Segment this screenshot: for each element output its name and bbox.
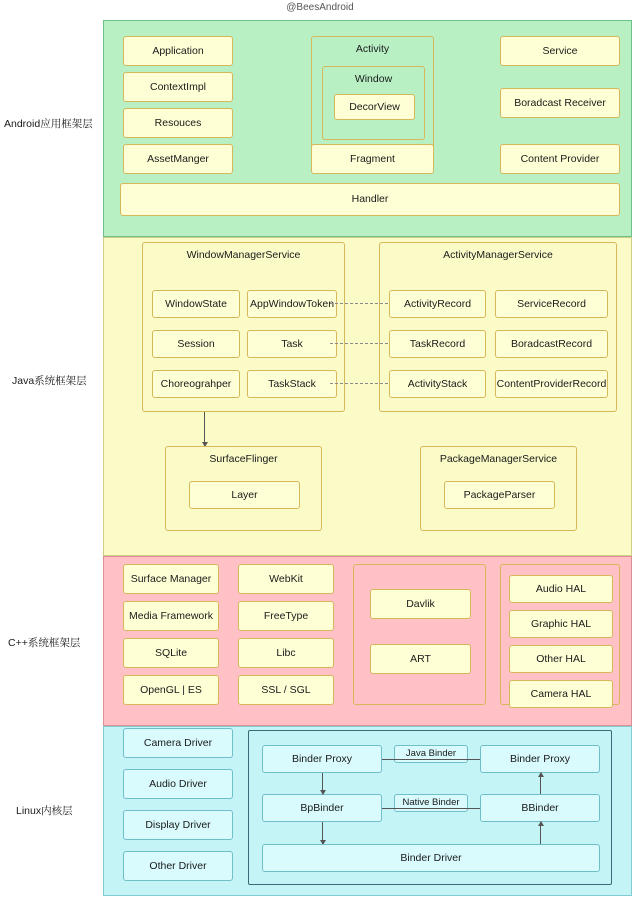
box-sqlite[interactable]: SQLite	[123, 638, 219, 668]
group-hal	[500, 564, 620, 705]
box-appwindowtoken[interactable]: AppWindowToken	[247, 290, 337, 318]
box-webkit[interactable]: WebKit	[238, 564, 334, 594]
android-architecture-diagram	[0, 18, 640, 896]
box-camera-driver[interactable]: Camera Driver	[123, 728, 233, 758]
arrow-bbinder-binderproxy	[540, 773, 541, 794]
connector-appwindowtoken-activityrecord	[330, 303, 388, 304]
group-virtual-machines	[353, 564, 486, 705]
connector-task-taskrecord	[330, 343, 388, 344]
box-content-provider[interactable]: Content Provider	[500, 144, 620, 174]
box-ssl-sgl[interactable]: SSL / SGL	[238, 675, 334, 705]
box-windowstate[interactable]: WindowState	[152, 290, 240, 318]
connector-wms-surfaceflinger	[204, 412, 205, 446]
group-activitymanagerservice	[379, 242, 617, 412]
arrow-binderproxy-bpbinder	[322, 773, 323, 794]
group-surfaceflinger-title: SurfaceFlinger	[209, 453, 278, 465]
box-contextimpl[interactable]: ContextImpl	[123, 72, 233, 102]
box-graphic-hal[interactable]: Graphic HAL	[509, 610, 613, 638]
box-freetype[interactable]: FreeType	[238, 601, 334, 631]
group-ams-title: ActivityManagerService	[443, 249, 553, 261]
box-handler[interactable]: Handler	[120, 183, 620, 216]
box-servicerecord[interactable]: ServiceRecord	[495, 290, 608, 318]
box-davlik[interactable]: Davlik	[370, 589, 471, 619]
box-binder-driver[interactable]: Binder Driver	[262, 844, 600, 872]
box-java-binder[interactable]: Java Binder	[394, 745, 468, 763]
group-window	[322, 66, 425, 140]
layer-label-app: Android应用框架层	[4, 118, 93, 130]
box-activitystack[interactable]: ActivityStack	[389, 370, 486, 398]
box-broadcastrecord[interactable]: BoradcastRecord	[495, 330, 608, 358]
box-other-hal[interactable]: Other HAL	[509, 645, 613, 673]
box-application[interactable]: Application	[123, 36, 233, 66]
box-layer[interactable]: Layer	[189, 481, 300, 509]
box-decorview[interactable]: DecorView	[334, 94, 415, 120]
box-other-driver[interactable]: Other Driver	[123, 851, 233, 881]
box-surface-manager[interactable]: Surface Manager	[123, 564, 219, 594]
arrow-bpbinder-binderdriver	[322, 822, 323, 844]
box-media-framework[interactable]: Media Framework	[123, 601, 219, 631]
layer-label-linux: Linux内核层	[16, 805, 73, 817]
box-art[interactable]: ART	[370, 644, 471, 674]
group-packagemanagerservice	[420, 446, 577, 531]
box-native-binder[interactable]: Native Binder	[394, 794, 468, 812]
box-camera-hal[interactable]: Camera HAL	[509, 680, 613, 708]
box-fragment[interactable]: Fragment	[311, 144, 434, 174]
group-pms-title: PackageManagerService	[439, 453, 558, 465]
box-activityrecord[interactable]: ActivityRecord	[389, 290, 486, 318]
box-broadcast-receiver[interactable]: Boradcast Receiver	[500, 88, 620, 118]
box-audio-hal[interactable]: Audio HAL	[509, 575, 613, 603]
box-choreographer[interactable]: Choreograhper	[152, 370, 240, 398]
box-packageparser[interactable]: PackageParser	[444, 481, 555, 509]
layer-label-cpp: C++系统框架层	[8, 637, 81, 649]
box-service[interactable]: Service	[500, 36, 620, 66]
box-bpbinder[interactable]: BpBinder	[262, 794, 382, 822]
connector-java-binder	[382, 759, 480, 760]
group-activity	[311, 36, 434, 149]
group-activity-title: Activity	[355, 43, 390, 55]
connector-taskstack-activitystack	[330, 383, 388, 384]
group-window-title: Window	[354, 73, 393, 85]
box-taskrecord[interactable]: TaskRecord	[389, 330, 486, 358]
group-windowmanagerservice	[142, 242, 345, 412]
layer-label-java: Java系统框架层	[12, 375, 87, 387]
box-resources[interactable]: Resouces	[123, 108, 233, 138]
box-opengl-es[interactable]: OpenGL | ES	[123, 675, 219, 705]
watermark: @BeesAndroid	[286, 2, 354, 13]
box-binder-proxy-right[interactable]: Binder Proxy	[480, 745, 600, 773]
box-task[interactable]: Task	[247, 330, 337, 358]
box-assetmanger[interactable]: AssetManger	[123, 144, 233, 174]
box-display-driver[interactable]: Display Driver	[123, 810, 233, 840]
box-binder-proxy-left[interactable]: Binder Proxy	[262, 745, 382, 773]
box-taskstack[interactable]: TaskStack	[247, 370, 337, 398]
group-surfaceflinger	[165, 446, 322, 531]
arrow-binderdriver-bbinder	[540, 822, 541, 844]
group-binder	[248, 730, 612, 885]
box-audio-driver[interactable]: Audio Driver	[123, 769, 233, 799]
box-libc[interactable]: Libc	[238, 638, 334, 668]
box-bbinder[interactable]: BBinder	[480, 794, 600, 822]
box-session[interactable]: Session	[152, 330, 240, 358]
group-wms-title: WindowManagerService	[186, 249, 301, 261]
box-contentproviderrecord[interactable]: ContentProviderRecord	[495, 370, 608, 398]
connector-native-binder	[382, 808, 480, 809]
